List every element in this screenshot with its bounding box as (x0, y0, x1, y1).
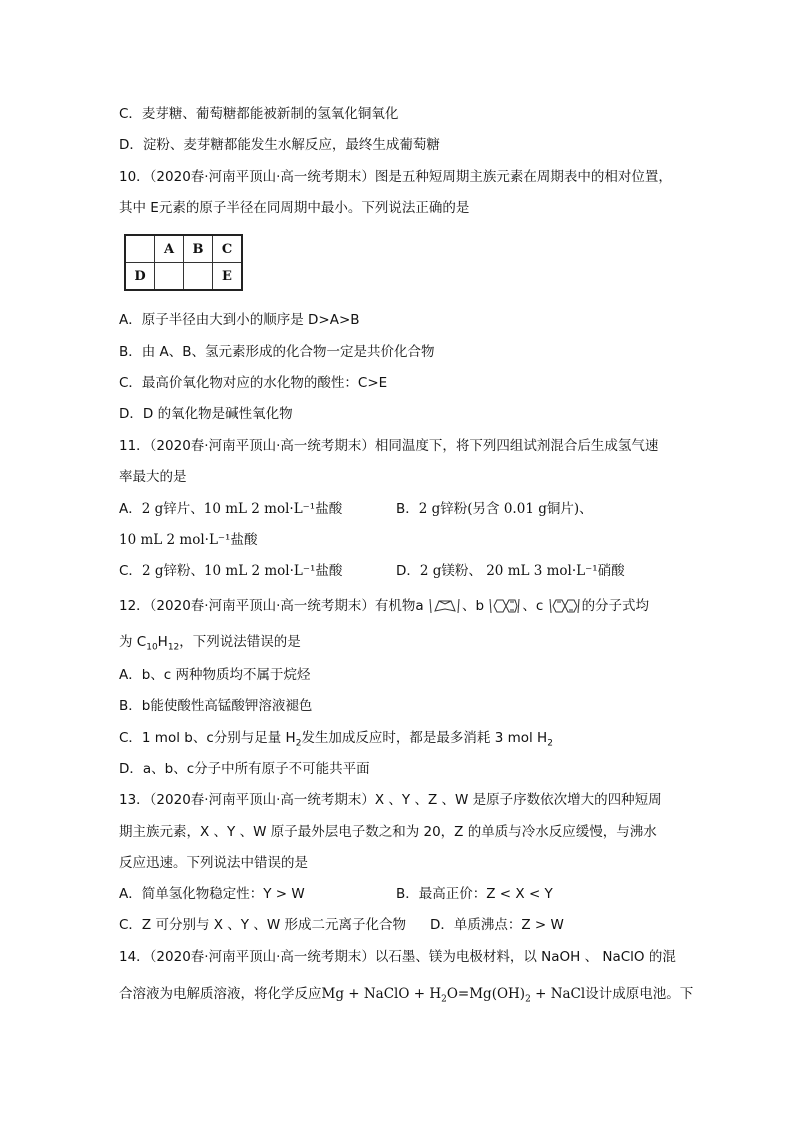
q13-stem-line3: 反应迅速。下列说法中错误的是 (119, 855, 308, 871)
q12-stem-line2 (119, 632, 301, 658)
option-label: D． (396, 563, 420, 579)
subscript: 2 (441, 994, 447, 1005)
q12-option-d: D．a、b、c分子中所有原子不可能共平面 (119, 761, 370, 777)
q10-option-c: C．最高价氧化物对应的水化物的酸性：C>E (119, 375, 388, 391)
q9-option-d: D．淀粉、麦芽糖都能发生水解反应，最终生成葡萄糖 (119, 137, 440, 153)
table-cell: E (213, 263, 243, 291)
q12-option-a: A．b、c 两种物质均不属于烷烃 (119, 667, 311, 683)
q11-stem-line2: 率最大的是 (119, 469, 187, 485)
stem-text: ，下列说法错误的是 (179, 634, 301, 650)
q10-stem-line1: 10．（2020春·河南平顶山·高一统考期末）图是五种短周期主族元素在周期表中的相对位置， (119, 169, 672, 185)
q10-option-d: D．D 的氧化物是碱性氧化物 (119, 406, 293, 422)
option-text: 2 g锌片、10 mL 2 mol·L⁻¹盐酸 (141, 501, 343, 517)
stem-text: 设计成原电池。下 (585, 986, 694, 1002)
q12-option-c (119, 728, 553, 754)
q10-stem-line2: 其中 E元素的原子半径在同周期中最小。下列说法正确的是 (119, 200, 470, 216)
equation-part: O=Mg(OH) (446, 986, 526, 1002)
stem-text: 合溶液为电解质溶液，将化学反应 (119, 986, 322, 1002)
table-row (125, 235, 242, 263)
q11-stem-line1: 11．（2020春·河南平顶山·高一统考期末）相同温度下，将下列四组试剂混合后生成氢气速 (119, 438, 659, 454)
q9-option-c: C．麦芽糖、葡萄糖都能被新制的氢氧化铜氧化 (119, 106, 399, 122)
stem-text: 为 C (119, 634, 147, 650)
option-label: C． (119, 563, 142, 579)
q14-stem-line2 (119, 984, 693, 1010)
table-row (125, 263, 242, 291)
q11-option-c (119, 561, 342, 581)
subscript: 12 (167, 642, 180, 653)
option-text: 2 g锌粉、10 mL 2 mol·L⁻¹盐酸 (141, 563, 343, 579)
q12-stem-line1 (119, 596, 649, 616)
table-cell (155, 263, 184, 291)
stem-text: 的分子式均 (581, 598, 650, 614)
option-text: C．1 mol b、c分别与足量 H (119, 730, 296, 746)
q11-option-b (396, 499, 593, 519)
molecule-b-structure-icon (488, 597, 522, 615)
table-cell: D (125, 263, 155, 291)
q10-option-b: B．由 A、B、氢元素形成的化合物一定是共价化合物 (119, 344, 435, 360)
table-cell: B (184, 235, 213, 263)
option-text: 发生加成反应时，都是最多消耗 3 mol H (301, 730, 548, 746)
stem-text: 12．（2020春·河南平顶山·高一统考期末）有机物 (119, 598, 416, 614)
molecule-c-structure-icon (548, 597, 582, 615)
option-label: B． (396, 501, 419, 517)
option-label: A． (119, 501, 142, 517)
q13-option-a: A．简单氢化物稳定性：Y > W (119, 886, 305, 902)
table-cell: C (213, 235, 243, 263)
periodic-position-table (124, 234, 243, 291)
q13-option-d: D．单质沸点：Z > W (430, 917, 564, 933)
q10-option-a: A．原子半径由大到小的顺序是 D>A>B (119, 312, 360, 328)
q11-option-a (119, 499, 342, 519)
chemical-equation (321, 986, 586, 1005)
subscript: 10 (146, 642, 158, 653)
q13-stem-line1: 13．（2020春·河南平顶山·高一统考期末）X 、Y 、Z 、W 是原子序数依次增大的四种短周 (119, 792, 662, 808)
equation-part: + NaCl (530, 986, 586, 1002)
q13-stem-line2: 期主族元素，X 、Y 、W 原子最外层电子数之和为 20，Z 的单质与冷水反应缓慢，与沸水 (119, 824, 657, 840)
table-cell: A (155, 235, 184, 263)
table-cell (125, 235, 155, 263)
q13-option-b: B．最高正价：Z < X < Y (396, 886, 553, 902)
option-text: 2 g锌粉(另含 0.01 g铜片)、 (418, 501, 593, 517)
q11-option-d (396, 561, 625, 581)
q11-option-b-continued: 10 mL 2 mol·L⁻¹盐酸 (119, 532, 258, 548)
molecule-label-c: 、c (522, 598, 544, 614)
subscript: 2 (547, 738, 553, 749)
molecule-label-b: 、b (461, 598, 485, 614)
q13-option-c: C．Z 可分别与 X 、Y 、W 形成二元离子化合物 (119, 917, 406, 933)
q14-stem-line1: 14．（2020春·河南平顶山·高一统考期末）以石墨、镁为电极材料，以 NaOH 、 NaClO 的混 (119, 949, 676, 965)
table-cell (184, 263, 213, 291)
stem-text: H (157, 634, 168, 650)
option-text: 2 g镁粉、 20 mL 3 mol·L⁻¹硝酸 (419, 563, 625, 579)
equation-part: Mg + NaClO + H (321, 986, 442, 1002)
molecule-label-a: a (415, 598, 424, 614)
molecule-a-structure-icon (428, 597, 462, 615)
subscript: 2 (525, 994, 531, 1005)
q12-option-b: B．b能使酸性高锰酸钾溶液褪色 (119, 698, 313, 714)
subscript: 2 (295, 738, 302, 749)
